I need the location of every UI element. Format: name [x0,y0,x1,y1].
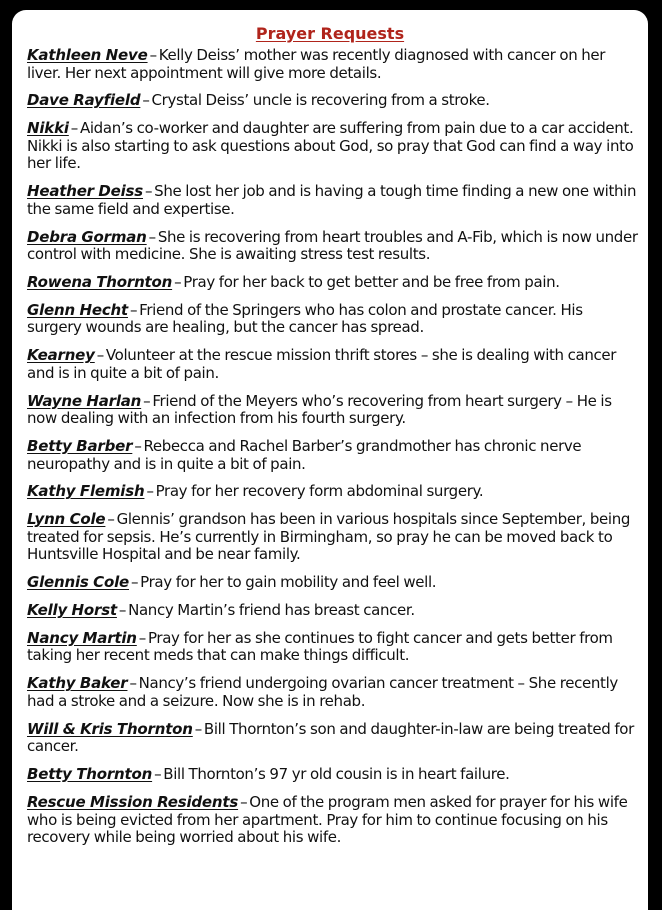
entry-text: Bill Thornton’s 97 yr old cousin is in heart failure. [163,765,510,784]
entry-name: Kathleen Neve [27,46,148,64]
entry-text: Volunteer at the rescue mission thrift stores – she is dealing with cancer and is in quite a bit of pain. [27,346,617,382]
prayer-entry [27,721,639,756]
entry-name: Wayne Harlan [27,391,142,410]
entry-separator: – [149,46,157,64]
entry-separator: – [142,91,150,110]
entry-name: Nikki [27,119,69,138]
prayer-entry [27,274,639,292]
entry-separator: – [146,482,154,501]
entry-separator: – [174,272,182,291]
entry-name: Nancy Martin [27,628,137,647]
entry-name: Glennis Cole [27,573,130,592]
prayer-sheet [12,10,648,910]
prayer-entry [27,229,639,264]
entry-separator: – [129,674,137,693]
prayer-entry [27,120,639,173]
entry-name: Betty Barber [27,437,133,456]
entry-separator: – [131,573,139,592]
entry-separator: – [194,719,202,738]
entry-text: Friend of the Meyers who’s recovering from heart surgery – He is now dealing with an infection from his fourth surgery. [27,391,612,428]
prayer-entry [27,393,639,428]
entry-separator: – [70,119,78,138]
entry-name: Glenn Hecht [27,300,128,319]
entry-name: Lynn Cole [27,510,106,529]
entry-text: She lost her job and is having a tough time finding a new one within the same field and expertise. [27,182,637,218]
entry-separator: – [145,182,153,201]
prayer-entry [27,302,639,337]
entry-name: Betty Thornton [27,765,153,784]
entry-text: She is recovering from heart troubles and A-Fib, which is now under control with medicine. She is awaiting stress test results. [27,227,638,264]
entry-text: Pray for her back to get better and be free from pain. [183,272,560,291]
entry-separator: – [240,793,248,812]
entry-text: One of the program men asked for prayer for his wife who is being evicted from her apartment. Pray for him to continue focusing on his recovery while being worried about his wife. [27,793,628,847]
entry-name: Dave Rayfield [27,91,141,110]
entry-text: Crystal Deiss’ uncle is recovering from a stroke. [151,91,490,110]
entry-text: Nancy Martin’s friend has breast cancer. [128,601,415,620]
entry-text: Rebecca and Rachel Barber’s grandmother has chronic nerve neuropathy and is in quite a bit of pain. [27,437,582,473]
prayer-entry [27,183,639,218]
prayer-entry [27,630,639,665]
entry-separator: – [96,346,104,365]
entry-separator: – [148,227,156,246]
prayer-entry [27,675,639,710]
prayer-entry [27,483,639,501]
entry-text: Nancy’s friend undergoing ovarian cancer treatment – She recently had a stroke and a seizure. Now she is in rehab. [27,674,618,710]
entry-name: Debra Gorman [27,227,147,246]
entry-name: Rescue Mission Residents [27,793,239,812]
entry-separator: – [129,300,138,319]
entry-name: Will & Kris Thornton [27,719,193,738]
entry-name: Kelly Horst [27,601,117,620]
prayer-entry [27,574,639,592]
entry-separator: – [138,628,146,647]
entry-text: Friend of the Springers who has colon and prostate cancer. His surgery wounds are healing, but the cancer has spread. [27,300,583,337]
entry-name: Kathy Flemish [27,482,145,501]
prayer-entry [27,47,639,82]
entry-text: Kelly Deiss’ mother was recently diagnosed with cancer on her liver. Her next appointment will give more details. [27,46,606,82]
page-title: Prayer Requests [255,24,405,43]
prayer-entry [27,438,639,473]
entry-text: Pray for her as she continues to fight cancer and gets better from taking her recent meds that can make things difficult. [27,628,613,665]
prayer-entry [27,766,639,784]
entry-name: Heather Deiss [27,182,144,201]
entry-separator: – [118,601,127,620]
entry-name: Kathy Baker [27,674,128,693]
entry-text: Glennis’ grandson has been in various hospitals since September, being treated for sepsis. He’s currently in Birmingham, so pray he can be moved back to Huntsville Hospital and be near family. [27,510,631,564]
entry-separator: – [154,765,162,784]
prayer-entry [27,347,639,382]
prayer-entry [27,602,639,620]
entry-separator: – [107,510,115,529]
prayer-entry [27,92,639,110]
prayer-entry [27,511,639,564]
entry-separator: – [143,391,151,410]
entry-text: Pray for her recovery form abdominal surgery. [155,482,484,501]
entry-text: Pray for her to gain mobility and feel well. [140,573,437,592]
prayer-entry [27,794,639,847]
entry-name: Rowena Thornton [27,272,173,291]
entry-text: Aidan’s co-worker and daughter are suffering from pain due to a car accident. Nikki is also starting to ask questions about God, so pray that God can find a way into her life. [27,119,634,173]
entry-text: Bill Thornton’s son and daughter-in-law are being treated for cancer. [27,719,634,756]
entry-separator: – [134,437,142,456]
entry-name: Kearney [27,346,95,365]
